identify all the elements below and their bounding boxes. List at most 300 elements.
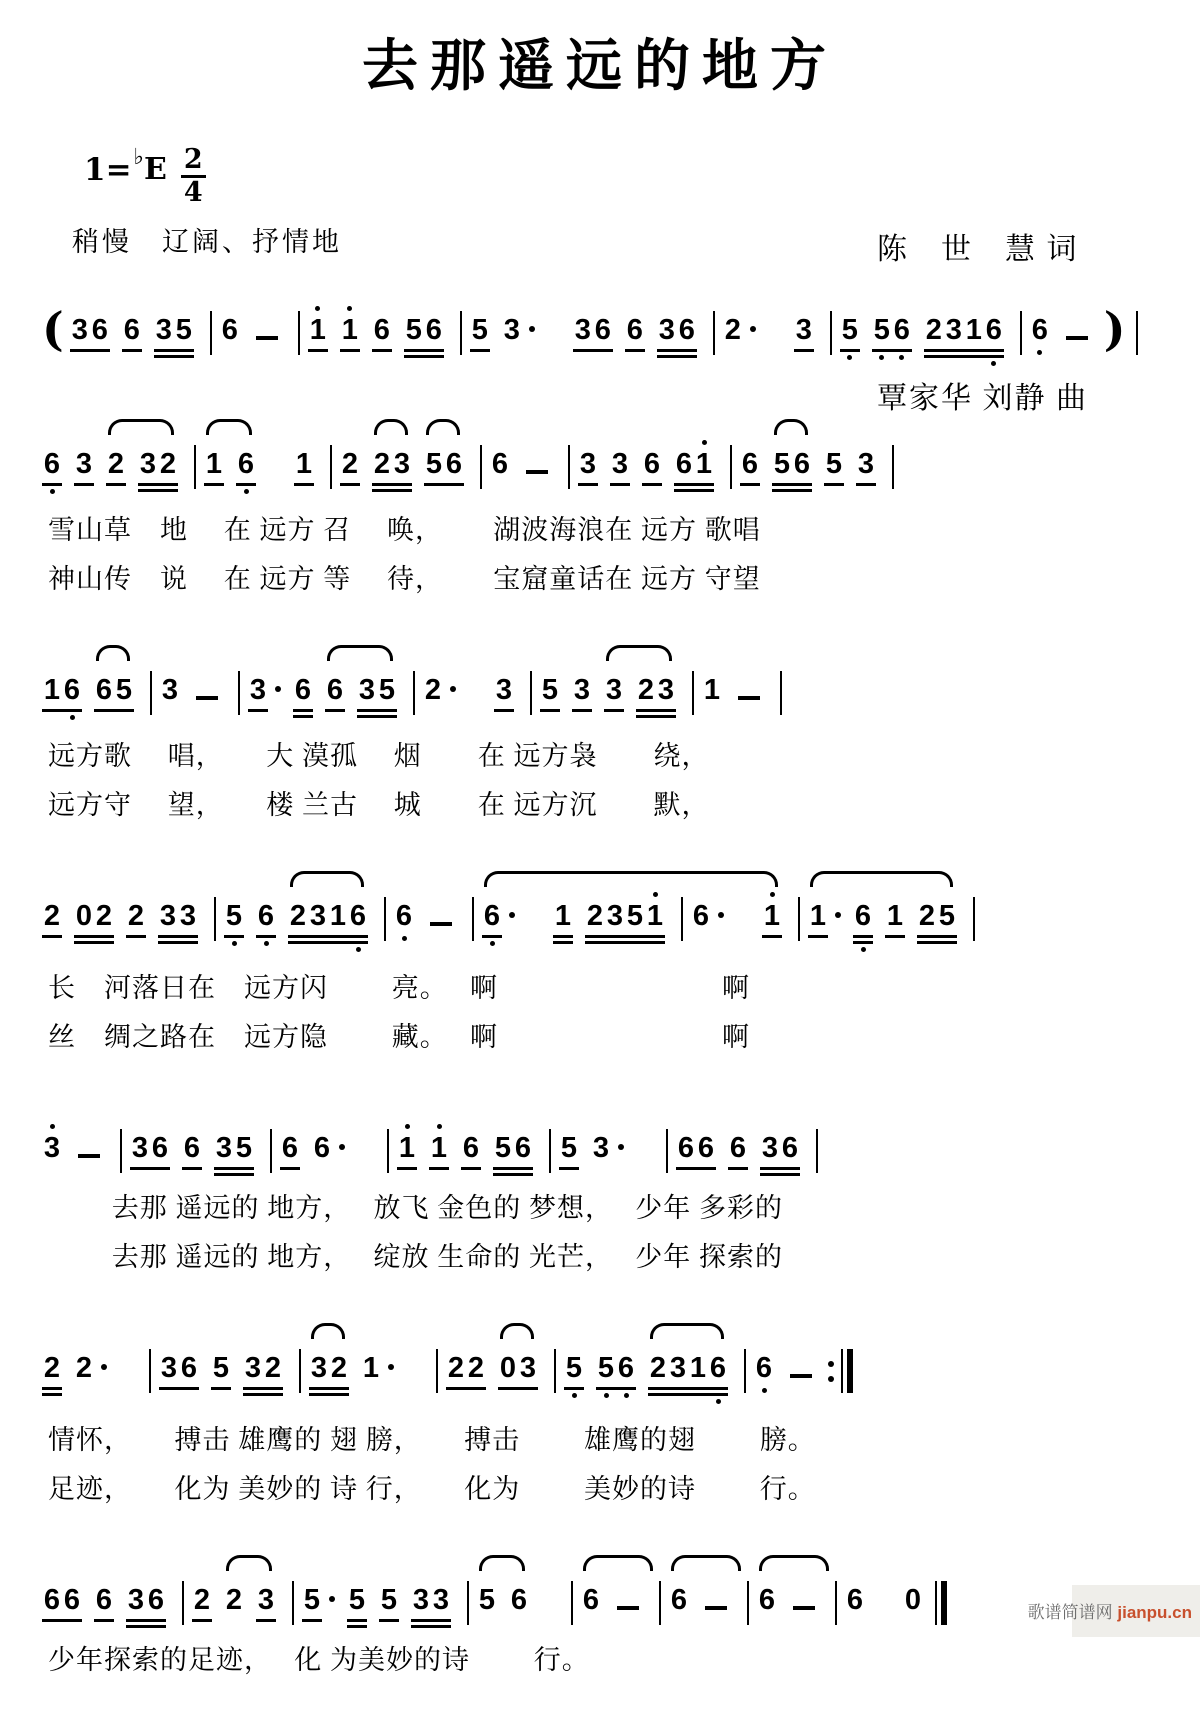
note: 3: [856, 434, 876, 486]
barline: [194, 445, 196, 489]
note: 6 1: [674, 434, 714, 492]
augmentation-dot: [275, 686, 281, 692]
note: 2: [225, 1584, 243, 1616]
duration-underline: [192, 1619, 212, 1622]
note-group: [477, 1570, 541, 1617]
duration-underline: [493, 1173, 533, 1176]
dash: [78, 1154, 100, 1158]
note: 6 5: [94, 660, 134, 712]
note-group: [42, 1570, 224, 1628]
notation-system: [42, 1100, 1180, 1274]
note: 5: [559, 1118, 579, 1170]
duration-underline: [772, 489, 812, 492]
duration-underline: [853, 935, 873, 938]
duration-underline: [325, 709, 345, 712]
note: 6: [754, 1338, 774, 1397]
lyrics-line: 远方歌 唱， 大 漠孤 烟 在 远方袅 绕，: [48, 741, 710, 771]
duration-underline: [648, 1393, 728, 1396]
duration-underline: [42, 483, 62, 486]
duration-underline: [482, 935, 502, 938]
note: 6: [582, 1584, 600, 1616]
note-group: [42, 1338, 309, 1396]
slur-arc: [759, 1555, 829, 1571]
lyrics-line: 去那 遥远的 地方， 放飞 金色的 梦想， 少年 多彩的: [48, 1193, 783, 1223]
barline: [549, 1129, 551, 1173]
barline: [150, 671, 152, 715]
duration-underline: [917, 941, 957, 944]
barline: [387, 1129, 389, 1173]
augmentation-dot: [529, 326, 535, 332]
duration-underline: [636, 715, 676, 718]
octave-dot: [356, 947, 361, 952]
final-barline: [935, 1581, 947, 1625]
note: 3 6: [573, 300, 613, 352]
note: 6: [758, 1584, 776, 1616]
notation-line: [42, 1552, 1180, 1628]
duration-underline: [794, 349, 814, 352]
notation-system: [42, 416, 1180, 596]
duration-underline: [42, 709, 82, 712]
dash: [793, 1606, 815, 1610]
barline: [554, 1349, 556, 1393]
barline: [681, 897, 683, 941]
note-group: [224, 1570, 288, 1622]
note: 3 6: [760, 1118, 800, 1176]
note: 3: [794, 300, 814, 352]
note: 6: [740, 434, 760, 486]
flat-sign: ♭: [133, 144, 144, 170]
note-group: [380, 886, 482, 945]
duration-underline: [424, 483, 464, 486]
note-group: [648, 1338, 740, 1408]
note: 2: [42, 1338, 62, 1396]
note: 5: [302, 1570, 335, 1622]
octave-dot: [437, 1124, 442, 1129]
duration-underline: [94, 1619, 114, 1622]
note: 3 3: [158, 886, 198, 944]
duration-underline: [347, 1619, 367, 1622]
barline: [472, 897, 474, 941]
duration-underline: [674, 483, 714, 486]
duration-underline: [74, 935, 114, 938]
note: 6: [461, 1118, 481, 1170]
note: 2: [192, 1570, 212, 1622]
duration-underline: [42, 1393, 62, 1396]
duration-underline: [74, 941, 114, 944]
note: [613, 1570, 643, 1617]
duration-underline: [42, 1387, 62, 1390]
note-group: [42, 1118, 826, 1176]
barline: [299, 1349, 301, 1393]
duration-underline: [674, 489, 714, 492]
barline: [798, 897, 800, 941]
barline: [413, 671, 415, 715]
duration-underline: [347, 1625, 367, 1628]
note: 6: [221, 314, 238, 346]
key-note: E: [143, 152, 167, 187]
barline: [384, 897, 386, 941]
note: 5 6: [772, 434, 812, 492]
barline: [835, 1581, 837, 1625]
octave-dot: [264, 941, 269, 946]
duration-underline: [154, 355, 194, 358]
note: 3 6: [126, 1570, 166, 1628]
note-group: [969, 886, 983, 941]
barline: [892, 445, 894, 489]
note: 3 2: [138, 434, 178, 492]
barline: [330, 445, 332, 489]
slur-arc: [374, 419, 408, 435]
note: 6: [372, 300, 392, 352]
notation-system: [42, 282, 1180, 370]
octave-dot: [70, 715, 75, 720]
lyrics-line: 远方守 望， 楼 兰古 城 在 远方沉 默，: [48, 790, 710, 820]
duration-underline: [564, 1387, 584, 1390]
duration-underline: [340, 349, 360, 352]
note-group: [794, 886, 808, 941]
note: 6: [728, 1118, 748, 1170]
barline: [214, 897, 216, 941]
note: 3: [572, 660, 592, 712]
note-group: [541, 1570, 581, 1625]
watermark-domain-link[interactable]: jianpu.cn: [1117, 1603, 1192, 1622]
note: 5: [540, 660, 560, 712]
slur-arc: [327, 645, 393, 661]
octave-dot: [347, 306, 352, 311]
slur-arc: [484, 871, 778, 887]
dash: [790, 1374, 812, 1378]
note: 2: [340, 434, 360, 486]
augmentation-dot: [750, 326, 756, 332]
notation-line: [42, 282, 1180, 370]
note: 6: [182, 1118, 202, 1170]
duration-underline: [288, 941, 368, 944]
duration-underline: [553, 941, 573, 944]
octave-dot: [653, 892, 658, 897]
note: 2: [106, 434, 126, 486]
octave-dot: [861, 947, 866, 952]
note: [1062, 300, 1092, 347]
note-group: [424, 434, 476, 486]
meter-numerator: 2: [181, 146, 206, 178]
slur-arc: [96, 645, 130, 661]
barline: [692, 671, 694, 715]
note: 6: [256, 886, 276, 950]
duration-underline: [42, 1619, 82, 1622]
time-signature: [181, 146, 206, 208]
duration-underline: [94, 709, 134, 712]
octave-dot: [1037, 350, 1042, 355]
note: 3: [591, 1118, 624, 1165]
note: 3: [256, 1570, 276, 1622]
watermark: [1028, 1598, 1192, 1623]
note: 1: [340, 300, 360, 352]
barline: [298, 311, 300, 355]
note: 5: [379, 1570, 399, 1622]
octave-dot: [405, 1124, 410, 1129]
duration-underline: [636, 709, 676, 712]
note: 2 3 1 6: [924, 300, 1004, 370]
note: 0: [904, 1584, 922, 1616]
note-group: [845, 1570, 947, 1625]
duration-underline: [214, 1167, 254, 1170]
duration-underline: [357, 715, 397, 718]
duration-underline: [808, 935, 828, 938]
tempo-marking: 稍慢 辽阔、抒情地: [72, 227, 342, 257]
duration-underline: [429, 1167, 449, 1170]
duration-underline: [293, 709, 313, 712]
duration-underline: [493, 1167, 533, 1170]
duration-underline: [657, 349, 697, 352]
duration-underline: [924, 349, 1004, 352]
duration-underline: [917, 935, 957, 938]
note: 6: [625, 300, 645, 352]
duration-underline: [126, 1625, 166, 1628]
duration-underline: [559, 1167, 579, 1170]
barline: [666, 1129, 668, 1173]
duration-underline: [126, 935, 146, 938]
duration-underline: [122, 349, 142, 352]
duration-underline: [154, 349, 194, 352]
note-group: [372, 434, 424, 492]
note: 5: [347, 1570, 367, 1628]
note: 0 2: [74, 886, 114, 944]
augmentation-dot: [618, 1144, 624, 1150]
note: [734, 660, 764, 707]
note: 6: [394, 886, 414, 945]
barline: [149, 1349, 151, 1393]
duration-underline: [657, 355, 697, 358]
note: 1: [429, 1118, 449, 1170]
note-group: [288, 886, 380, 956]
note: 6: [42, 434, 62, 498]
note: 3: [604, 660, 624, 712]
duration-underline: [236, 483, 256, 486]
duration-underline: [280, 1167, 300, 1170]
augmentation-dot: [835, 912, 841, 918]
note-group: [309, 1338, 361, 1396]
duration-underline: [411, 1625, 451, 1628]
duration-underline: [248, 709, 268, 712]
note-group: [288, 1570, 477, 1628]
octave-dot: [315, 306, 320, 311]
key-signature: [84, 144, 206, 209]
duration-underline: [494, 709, 514, 712]
note: [786, 1338, 816, 1385]
lyrics-line: 神山传 说 在 远方 等 待， 宝窟童话在 远方 守望: [48, 564, 761, 594]
duration-underline: [204, 483, 224, 486]
duration-underline: [604, 709, 624, 712]
barline: [182, 1581, 184, 1625]
duration-underline: [642, 483, 662, 486]
duration-underline: [856, 483, 876, 486]
composer-credit: 覃家华 刘静 曲: [877, 381, 1088, 415]
note: 3: [494, 660, 514, 712]
barline: [659, 1581, 661, 1625]
duration-underline: [308, 349, 328, 352]
duration-underline: [498, 1387, 538, 1390]
note: 3: [161, 674, 179, 706]
note-group: [581, 1570, 669, 1625]
slur-arc: [606, 645, 672, 661]
note: 2 3 1 6: [288, 886, 368, 956]
note: 3 5: [214, 1118, 254, 1176]
dash: [617, 1606, 639, 1610]
barline: [973, 897, 975, 941]
note: 5 6: [596, 1338, 636, 1402]
lyrics-line: 足迹， 化为 美妙的 诗 行， 化为 美妙的诗 行。: [48, 1474, 816, 1504]
barline: [530, 671, 532, 715]
lyrics-line: 丝 绸之路在 远方隐 藏。 啊 啊: [48, 1022, 750, 1052]
octave-dot: [50, 1124, 55, 1129]
note: [252, 300, 282, 347]
note: 6: [312, 1118, 345, 1165]
note: 1: [762, 886, 782, 938]
octave-dot: [572, 1393, 577, 1398]
augmentation-dot: [388, 1364, 394, 1370]
barline: [238, 671, 240, 715]
notation-line: [42, 416, 1180, 498]
duration-underline: [397, 1167, 417, 1170]
duration-underline: [372, 349, 392, 352]
duration-underline: [357, 709, 397, 712]
octave-dot: [232, 941, 237, 946]
augmentation-dot: [329, 1596, 335, 1602]
octave-dot: [828, 1361, 834, 1367]
duration-underline: [573, 349, 613, 352]
octave-dot: [899, 355, 904, 360]
note-group: [268, 434, 372, 489]
octave-dot: [604, 1393, 609, 1398]
duration-underline: [126, 1619, 166, 1622]
barline: [1020, 311, 1022, 355]
duration-underline: [243, 1393, 283, 1396]
slur-arc: [500, 1323, 534, 1339]
repeat-end-barline: [828, 1349, 853, 1393]
duration-underline: [740, 483, 760, 486]
note: 2 2: [446, 1338, 486, 1390]
duration-underline: [256, 935, 276, 938]
open-parenthesis: (: [42, 302, 64, 356]
note: 1: [703, 674, 721, 706]
note: 3 3: [411, 1570, 451, 1628]
duration-underline: [840, 349, 860, 352]
slur-arc: [311, 1323, 345, 1339]
augmentation-dot: [450, 686, 456, 692]
duration-underline: [379, 1619, 399, 1622]
note: 3: [248, 660, 281, 712]
note: [192, 660, 222, 707]
notation-line: [42, 1320, 1180, 1408]
note: 1: [808, 886, 841, 938]
duration-underline: [294, 483, 314, 486]
slur-arc: [650, 1323, 724, 1339]
duration-underline: [872, 349, 912, 352]
slur-arc: [479, 1555, 525, 1571]
duration-underline: [309, 1393, 349, 1396]
note: 3: [578, 434, 598, 486]
note: 2: [423, 660, 456, 707]
notation-system: [42, 1320, 1180, 1506]
slur-arc: [108, 419, 174, 435]
duration-underline: [540, 709, 560, 712]
note: 6: [236, 434, 256, 498]
note-group: [42, 434, 106, 498]
notation-system: [42, 642, 1180, 822]
duration-underline: [158, 935, 198, 938]
lyrics-line: 雪山草 地 在 远方 召 唤， 湖波海浪在 远方 歌唱: [48, 515, 761, 545]
barline: [1136, 311, 1138, 355]
notation-line: [42, 1100, 1180, 1176]
lyrics-line: 情怀， 搏击 雄鹰的 翅 膀， 搏击 雄鹰的翅 膀。: [48, 1425, 816, 1455]
duration-underline: [853, 941, 873, 944]
augmentation-dot: [339, 1144, 345, 1150]
slur-arc: [426, 419, 460, 435]
duration-underline: [446, 1387, 486, 1390]
octave-dot: [490, 941, 495, 946]
duration-underline: [158, 941, 198, 944]
duration-underline: [648, 1387, 728, 1390]
dash: [256, 336, 278, 340]
octave-dot: [702, 440, 707, 445]
key-prefix: 1=: [84, 152, 132, 188]
note: 6: [482, 886, 515, 950]
duration-underline: [572, 709, 592, 712]
note-group: [94, 660, 146, 712]
note-group: [772, 434, 824, 492]
duration-underline: [340, 483, 360, 486]
duration-underline: [224, 935, 244, 938]
duration-underline: [309, 1387, 349, 1390]
note: 5: [840, 300, 860, 364]
duration-underline: [772, 483, 812, 486]
barline: [744, 1349, 746, 1393]
note: 5 6: [424, 434, 464, 486]
note: 1: [885, 886, 905, 938]
duration-underline: [762, 935, 782, 938]
note: 5 6: [872, 300, 912, 364]
slur-arc: [671, 1555, 741, 1571]
octave-dot: [402, 936, 407, 941]
lyricist-credit: 陈 世 慧 词: [877, 233, 1079, 266]
octave-dot: [762, 1388, 767, 1393]
octave-dot: [770, 892, 775, 897]
note-group: [42, 660, 94, 724]
duration-underline: [138, 489, 178, 492]
augmentation-dot: [718, 912, 724, 918]
lyrics-line: 去那 遥远的 地方， 绽放 生命的 光芒， 少年 探索的: [48, 1242, 783, 1272]
duration-underline: [404, 355, 444, 358]
duration-underline: [211, 1387, 231, 1390]
note: 6 6: [676, 1118, 716, 1170]
note: 3 6: [70, 300, 110, 352]
slur-arc: [774, 419, 808, 435]
watermark-site-name: 歌谱简谱网: [1027, 1603, 1118, 1622]
duration-underline: [372, 489, 412, 492]
slur-arc: [290, 871, 364, 887]
duration-underline: [585, 935, 665, 938]
note-group: [42, 886, 288, 950]
octave-dot: [716, 1399, 721, 1404]
note: 5: [564, 1338, 584, 1402]
duration-underline: [676, 1167, 716, 1170]
note-group: [482, 886, 794, 950]
note-group: [688, 660, 790, 715]
notation-line: [42, 868, 1180, 956]
note: [701, 1570, 731, 1617]
note: 5 6: [493, 1118, 533, 1176]
barline: [210, 311, 212, 355]
